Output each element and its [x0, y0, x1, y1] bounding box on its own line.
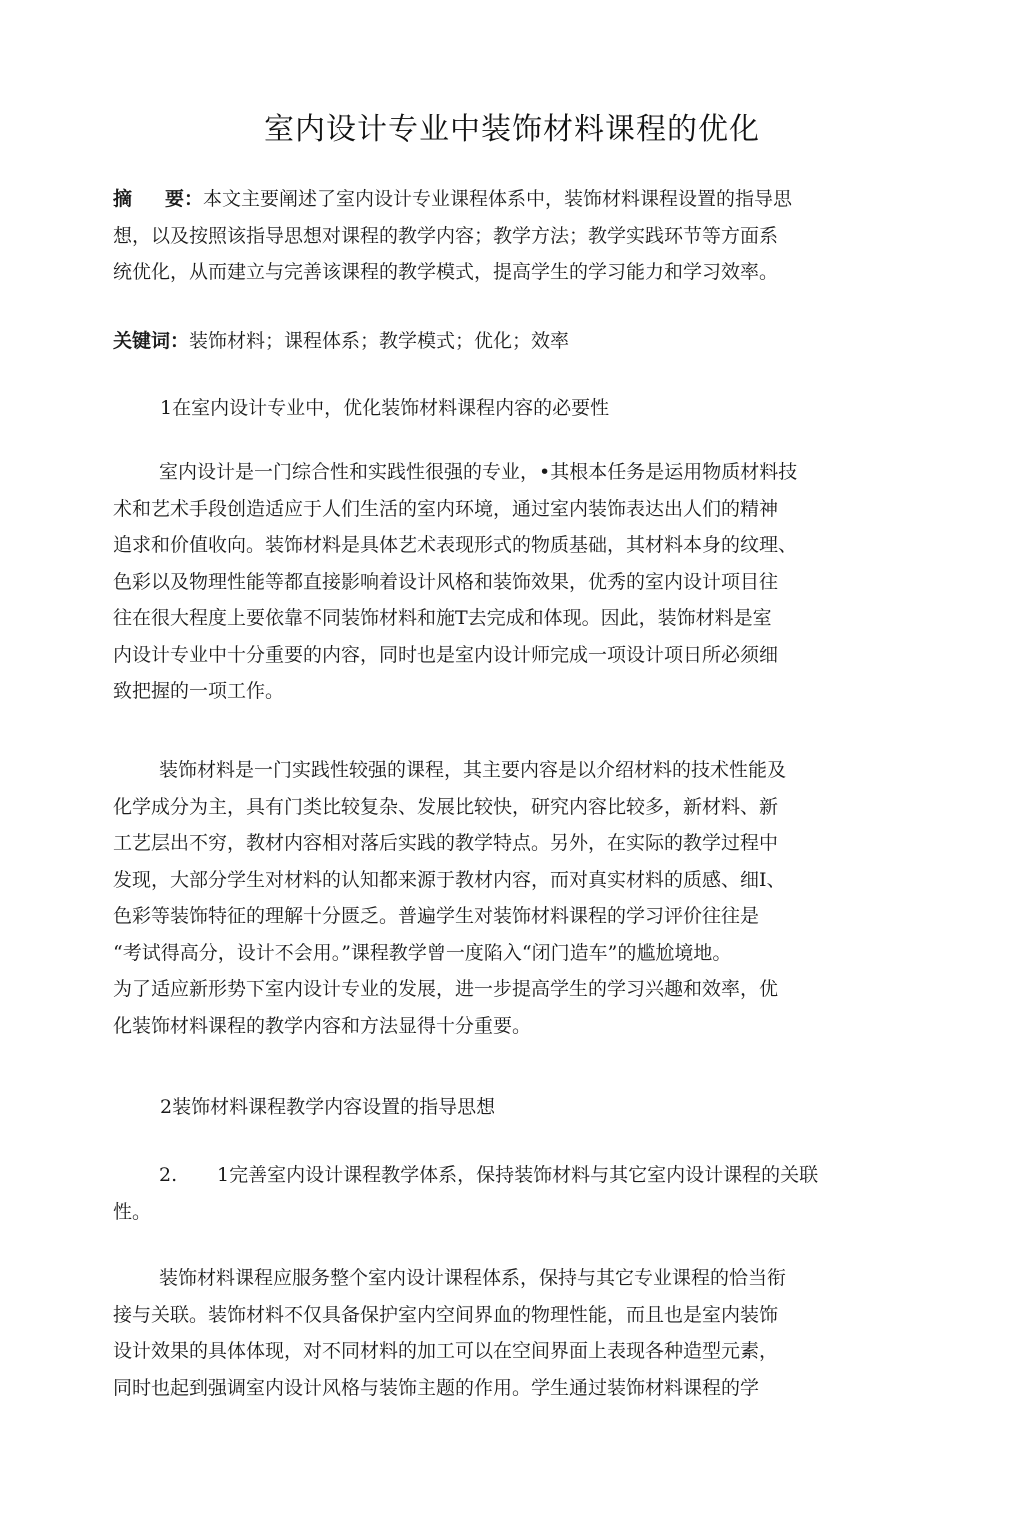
- abstract-line: 想，以及按照该指导思想对课程的教学内容；教学方法；教学实践环节等方面系: [113, 224, 779, 247]
- paragraph-line: 设计效果的具体体现，对不同材料的加工可以在空间界面上表现各种造型元素，: [113, 1340, 779, 1362]
- paragraph-line: 发现，大部分学生对材料的认知都来源于教材内容，而对真实材料的质感、细I、: [113, 868, 786, 891]
- section-heading: [160, 390, 960, 427]
- keywords-label: 关键词：: [113, 330, 190, 352]
- paragraph-line: 装饰材料课程应服务整个室内设计课程体系，保持与其它专业课程的恰当衔: [159, 1267, 787, 1289]
- document-title: 室内设计专业中装饰材料课程的优化: [264, 112, 760, 147]
- keywords: [113, 323, 913, 360]
- paragraph-line: 化学成分为主，具有门类比较复杂、发展比较快，研究内容比较多，新材料、新: [113, 795, 779, 818]
- abstract-line: [113, 181, 913, 218]
- keywords-line: [113, 323, 913, 360]
- paragraph-line: “考试得高分，设计不会用。”课程教学曾一度陷入“闭门造车”的尴尬境地。: [113, 941, 732, 964]
- paragraph: [113, 1260, 913, 1406]
- abstract-label-char1: 摘: [113, 188, 133, 210]
- subsection-heading-line: 性。: [113, 1200, 152, 1223]
- subsection-heading-line: [113, 1157, 913, 1194]
- paragraph-line: 内设计专业中十分重要的内容，同时也是室内设计师完成一项设计项日所必须细: [113, 643, 779, 666]
- paragraph-line: 往在很大程度上要依靠不同装饰材料和施T去完成和体现。因此，装饰材料是室: [113, 607, 772, 629]
- section-heading: [160, 1089, 960, 1126]
- subsection-number: 2.: [159, 1164, 178, 1186]
- abstract: [113, 181, 913, 291]
- paragraph: [113, 752, 913, 1044]
- paragraph-line: 接与关联。装饰材料不仅具备保护室内空间界血的物理性能，而且也是室内装饰: [113, 1303, 779, 1326]
- paragraph-line: 术和艺术手段创造适应于人们生活的室内环境，通过室内装饰表达出人们的精神: [113, 497, 779, 520]
- paragraph: [113, 454, 913, 710]
- paragraph-line: 色彩以及物理性能等都直接影响着设计风格和装饰效果，优秀的室内设计项目往: [113, 570, 779, 593]
- section-heading-text: 2装饰材料课程教学内容设置的指导思想: [160, 1096, 496, 1118]
- abstract-label-char2: 要：: [165, 188, 204, 210]
- keywords-text: 装饰材料；课程体系；教学模式；优化；效率: [189, 330, 570, 352]
- section-heading-text: 1在室内设计专业中，优化装饰材料课程内容的必要性: [160, 397, 610, 419]
- abstract-line: 统优化，从而建立与完善该课程的教学模式，提高学生的学习能力和学习效率。: [113, 261, 779, 283]
- paragraph-line: 同时也起到强调室内设计风格与装饰主题的作用。学生通过装饰材料课程的学: [113, 1376, 760, 1399]
- paragraph-line: 致把握的一项工作。: [113, 680, 285, 702]
- paragraph-line: 室内设计是一门综合性和实践性很强的专业，•其根本任务是运用物质材料技: [159, 461, 798, 483]
- paragraph-line: 工艺层出不穷，教材内容相对落后实践的教学特点。另外，在实际的教学过程中: [113, 832, 779, 854]
- subsection-heading: [113, 1157, 913, 1230]
- paragraph-line: 化装饰材料课程的教学内容和方法显得十分重要。: [113, 1014, 532, 1037]
- abstract-text: 本文主要阐述了室内设计专业课程体系中，装饰材料课程设置的指导思: [203, 188, 793, 210]
- subsection-title: 1完善室内设计课程教学体系，保持装饰材料与其它室内设计课程的关联: [217, 1164, 819, 1186]
- paragraph-line: 装饰材料是一门实践性较强的课程，其主要内容是以介绍材料的技术性能及: [159, 759, 787, 781]
- paragraph-line: 为了适应新形势下室内设计专业的发展，进一步提高学生的学习兴趣和效率，优: [113, 978, 779, 1000]
- paragraph-line: 追求和价值收向。装饰材料是具体艺术表现形式的物质基础，其材料本身的纹理、: [113, 534, 798, 556]
- paragraph-line: 色彩等装饰特征的理解十分匮乏。普遍学生对装饰材料课程的学习评价往往是: [113, 905, 760, 927]
